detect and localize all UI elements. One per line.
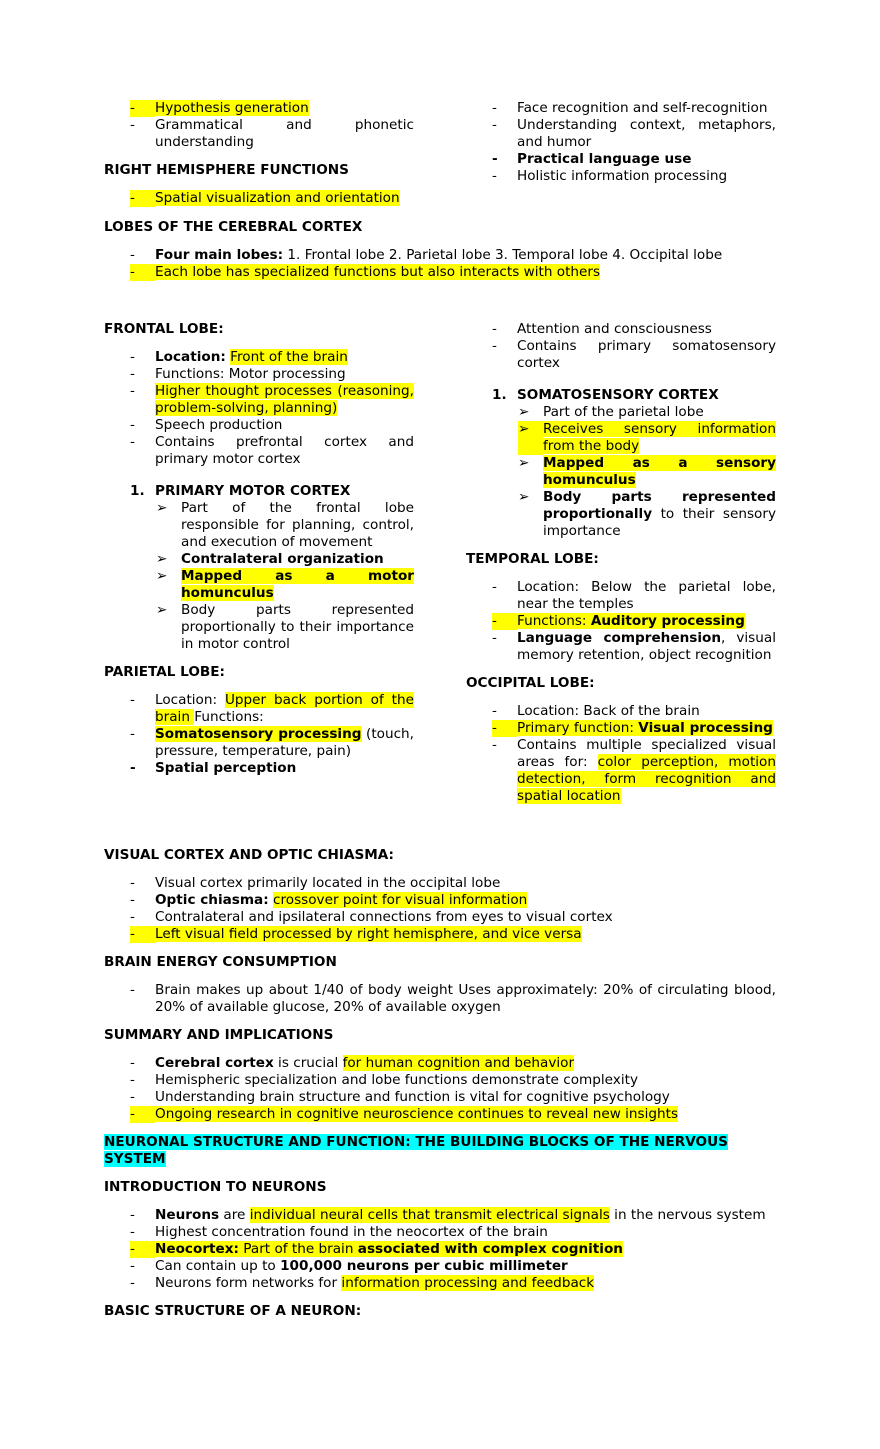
arrow-list-item [156,602,414,653]
text-run: Location: [155,349,226,365]
list-item-text [155,1275,776,1292]
arrow-list-item [156,551,414,568]
list-item [130,264,776,281]
text-run: Contralateral and ipsilateral connections from eyes to visual cortex [155,909,613,925]
section-heading [104,1134,776,1168]
list-item-text [155,926,776,943]
list-item-text [155,692,414,726]
text-run: Neurons form networks for [155,1275,342,1291]
dash-bullet: - [130,349,135,365]
list-item [130,1106,776,1123]
dash-bullet: - [130,264,155,281]
list-item-text [517,168,776,185]
list-item-text [181,500,414,551]
arrow-bullet-icon: ➢ [518,404,530,420]
dash-bullet: - [130,383,135,399]
text-run: Front of the brain [230,349,348,365]
text-run: Ongoing research in cognitive neuroscience continues to reveal new insights [155,1106,679,1122]
list-item-text [517,338,776,372]
dash-bullet: - [130,926,155,943]
text-run: (touch, pressure, temperature, pain) [155,726,414,759]
text-run: Highest concentration found in the neocortex of the brain [155,1224,548,1240]
text-run: in the nervous system [609,1207,766,1223]
list-item-text [155,726,414,760]
list-item [492,321,776,338]
list-item [130,1258,776,1275]
text-run: Location: [155,692,225,708]
text-run: Part of the frontal lobe responsible for planning, control, and execution of movement [181,500,414,550]
text-run: Mapped as a sensory homunculus [543,455,776,488]
text-run: Language comprehension [517,630,722,646]
text-run: Understanding context, metaphors, and humor [517,117,776,150]
dash-bullet: - [130,1055,135,1071]
text-run: PRIMARY MOTOR CORTEX [155,483,351,499]
text-run: Receives sensory information from the body [543,421,776,454]
list-item-text [517,720,776,737]
section-visual-energy-neurons [104,847,776,1331]
arrow-list-item [518,489,776,540]
dash-bullet: - [130,1089,135,1105]
list-item [492,630,776,664]
dash-bullet: - [492,613,517,630]
text-run: NEURONAL STRUCTURE AND FUNCTION: THE BUILDING BLOCKS OF THE NERVOUS SYSTEM [104,1134,728,1167]
text-run: Hemispheric specialization and lobe functions demonstrate complexity [155,1072,638,1088]
dash-bullet: - [130,117,135,133]
arrow-bullet-icon: ➢ [156,551,168,567]
list-item [130,692,414,726]
text-run: Functions: [194,709,264,725]
list-item-text [155,417,414,434]
list-item-text [181,602,414,653]
list-item [130,892,776,909]
dash-bullet: - [130,1072,135,1088]
text-run: LOBES OF THE CEREBRAL CORTEX [104,219,363,235]
dash-bullet: - [492,168,497,184]
text-run: Face recognition and self-recognition [517,100,768,116]
section-heading [104,1303,776,1320]
list-item-text [517,117,776,151]
arrow-list-item [156,568,414,602]
text-run: 1. Frontal lobe 2. Parietal lobe 3. Temporal lobe 4. Occipital lobe [283,247,723,263]
text-run: RIGHT HEMISPHERE FUNCTIONS [104,162,349,178]
section-heading [104,847,776,864]
list-item-text [155,190,414,207]
dash-bullet: - [130,247,135,263]
text-run: Neurons [155,1207,220,1223]
text-run: SOMATOSENSORY CORTEX [517,387,719,403]
dash-bullet: - [492,720,517,737]
list-item-text [155,892,776,909]
text-run: color perception, motion detection, form recognition and spatial location [517,754,776,804]
list-item-text [155,100,414,117]
list-item [130,1055,776,1072]
list-number: 1. [492,387,507,403]
section-heading [104,664,414,681]
dash-bullet: - [492,737,497,753]
list-item-text [517,151,776,168]
list-item-text [155,264,776,281]
arrow-list-item [518,455,776,489]
list-item-text [155,1089,776,1106]
text-run: Part of the brain [238,1241,358,1257]
right-column [466,321,776,805]
dash-bullet: - [492,117,497,133]
numbered-heading [130,483,414,500]
list-item-text [543,404,776,421]
list-item-text [155,349,414,366]
text-run: SUMMARY AND IMPLICATIONS [104,1027,334,1043]
list-item [130,909,776,926]
list-item-text [543,455,776,489]
dash-bullet: - [130,1241,155,1258]
dash-bullet: - [130,434,135,450]
text-run: Location: Back of the brain [517,703,700,719]
text-run: Brain makes up about 1/40 of body weight Uses approximately: 20% of circulating blood, 20% of available glucose, 20% of available oxygen [155,982,776,1015]
list-item-text [155,247,776,264]
list-item-text [181,551,414,568]
list-item-text [517,613,776,630]
section-heading [104,954,776,971]
list-item [492,613,776,630]
section-heading [104,1027,776,1044]
list-item [492,100,776,117]
dash-bullet: - [492,703,497,719]
list-item [492,338,776,372]
text-run: FRONTAL LOBE: [104,321,224,337]
text-run: Functions: [517,613,591,629]
list-item-text [155,434,414,468]
list-item [492,737,776,805]
list-item [492,151,776,168]
arrow-bullet-icon: ➢ [156,500,168,516]
dash-bullet: - [130,366,135,382]
list-item [130,760,414,777]
text-run: Holistic information processing [517,168,728,184]
list-item [130,100,414,117]
list-item-text [155,1072,776,1089]
text-run: Optic chiasma: [155,892,269,908]
text-run: for human cognition and behavior [342,1055,575,1071]
list-item [130,190,414,207]
text-run: Speech production [155,417,283,433]
text-run: to their sensory importance [543,506,776,539]
text-run: individual neural cells that transmit electrical signals [249,1207,610,1223]
list-item-text [155,1106,776,1123]
text-run: Somatosensory processing [155,726,362,742]
list-item-text [155,909,776,926]
list-item-text [155,117,414,151]
text-run: BRAIN ENERGY CONSUMPTION [104,954,337,970]
list-item [130,1224,776,1241]
arrow-bullet-icon: ➢ [518,489,530,505]
list-item-text [517,630,776,664]
dash-bullet: - [492,579,497,595]
numbered-heading [492,387,776,404]
text-run: Higher thought processes (reasoning, problem-solving, planning) [155,383,414,416]
list-item-text [181,568,414,602]
dash-bullet: - [130,909,135,925]
arrow-bullet-icon: ➢ [518,455,530,471]
dash-bullet: - [492,630,497,646]
text-run: VISUAL CORTEX AND OPTIC CHIASMA: [104,847,394,863]
list-item [492,703,776,720]
list-item [130,726,414,760]
list-item [130,349,414,366]
list-item-text [543,489,776,540]
arrow-bullet-icon: ➢ [518,421,543,455]
list-item [492,168,776,185]
text-run: associated with complex cognition [357,1241,623,1257]
text-run: Body parts represented proportionally [543,489,776,522]
dash-bullet: - [492,151,498,167]
list-item [130,366,414,383]
text-run: Contralateral organization [181,551,384,567]
text-run: Mapped as a motor homunculus [181,568,414,601]
text-run: Understanding brain structure and function is vital for cognitive psychology [155,1089,670,1105]
text-run: Left visual field processed by right hemisphere, and vice versa [155,926,582,942]
list-item [492,720,776,737]
dash-bullet: - [130,1258,135,1274]
section-heading [104,162,414,179]
text-run: Location: Below the parietal lobe, near the temples [517,579,776,612]
dash-bullet: - [130,417,135,433]
list-item [130,875,776,892]
dash-bullet: - [130,1106,155,1123]
list-item-text [155,1055,776,1072]
list-item [492,579,776,613]
text-run: INTRODUCTION TO NEURONS [104,1179,327,1195]
text-run: Visual cortex primarily located in the occipital lobe [155,875,501,891]
list-item-text [155,760,414,777]
list-item [130,417,414,434]
list-item-text [517,387,776,404]
list-item-text [155,1241,776,1258]
list-item [130,117,414,151]
text-run: Four main lobes: [155,247,284,263]
list-item [130,926,776,943]
list-item-text [517,100,776,117]
text-run: Visual processing [638,720,773,736]
text-run: Attention and consciousness [517,321,712,337]
text-run: , visual memory retention, object recognition [517,630,776,663]
section-lobes-overview [104,219,776,281]
list-item-text [155,366,414,383]
dash-bullet: - [130,982,135,998]
dash-bullet: - [130,100,155,117]
text-run: PARIETAL LOBE: [104,664,225,680]
text-run: Spatial perception [155,760,297,776]
list-item [130,982,776,1016]
dash-bullet: - [130,692,135,708]
list-item [130,1207,776,1224]
list-item [130,1072,776,1089]
text-run: information processing and feedback [341,1275,595,1291]
section-heading [104,321,414,338]
text-run: Contains primary somatosensory cortex [517,338,776,371]
text-run: Upper back portion of the brain [155,692,414,725]
text-run: crossover point for visual information [273,892,528,908]
list-item [492,117,776,151]
list-item-text [155,1224,776,1241]
text-run: Grammatical and phonetic understanding [155,117,414,150]
text-run: Contains prefrontal cortex and primary motor cortex [155,434,414,467]
list-item [130,247,776,264]
list-item-text [517,321,776,338]
dash-bullet: - [492,338,497,354]
text-run: Spatial visualization and orientation [155,190,400,206]
list-item-text [155,1258,776,1275]
text-run: Can contain up to [155,1258,281,1274]
text-run: Cerebral cortex [155,1055,274,1071]
text-run: Functions: Motor processing [155,366,346,382]
text-run: is crucial [273,1055,343,1071]
list-item [130,1241,776,1258]
text-run: Hypothesis generation [155,100,309,116]
text-run: Contains multiple specialized visual areas for: [517,737,776,770]
list-item-text [543,421,776,455]
list-item-text [517,703,776,720]
dash-bullet: - [492,321,497,337]
list-item [130,434,414,468]
list-item-text [155,982,776,1016]
list-item-text [155,383,414,417]
list-item-text [155,1207,776,1224]
text-run: are [219,1207,250,1223]
dash-bullet: - [130,190,155,207]
section-heading [466,551,776,568]
dash-bullet: - [130,875,135,891]
text-run: Each lobe has specialized functions but also interacts with others [155,264,601,280]
left-column [104,100,414,207]
list-item-text [517,737,776,805]
dash-bullet: - [130,760,136,776]
dash-bullet: - [130,726,135,742]
section-heading [466,675,776,692]
text-run: Body parts represented proportionally to their importance in motor control [181,602,414,652]
dash-bullet: - [130,1275,135,1291]
section-heading [104,219,776,236]
list-item-text [517,579,776,613]
text-run: OCCIPITAL LOBE: [466,675,595,691]
dash-bullet: - [130,1224,135,1240]
text-run: Primary function: [517,720,639,736]
arrow-bullet-icon: ➢ [156,568,168,584]
text-run: Auditory processing [590,613,745,629]
arrow-list-item [518,404,776,421]
text-run: Part of the parietal lobe [543,404,704,420]
text-run: BASIC STRUCTURE OF A NEURON: [104,1303,362,1319]
text-run: Neocortex: [155,1241,239,1257]
text-run: Practical language use [517,151,692,167]
left-column [104,321,414,777]
text-run: TEMPORAL LOBE: [466,551,599,567]
section-heading [104,1179,776,1196]
dash-bullet: - [130,892,135,908]
list-number: 1. [130,483,145,499]
list-item [130,1089,776,1106]
dash-bullet: - [130,1207,135,1223]
list-item [130,1275,776,1292]
arrow-bullet-icon: ➢ [156,602,168,618]
list-item-text [155,875,776,892]
list-item-text [155,483,414,500]
right-column [466,100,776,185]
arrow-list-item [518,421,776,455]
list-item [130,383,414,417]
dash-bullet: - [492,100,497,116]
text-run: 100,000 neurons per cubic millimeter [280,1258,568,1274]
arrow-list-item [156,500,414,551]
